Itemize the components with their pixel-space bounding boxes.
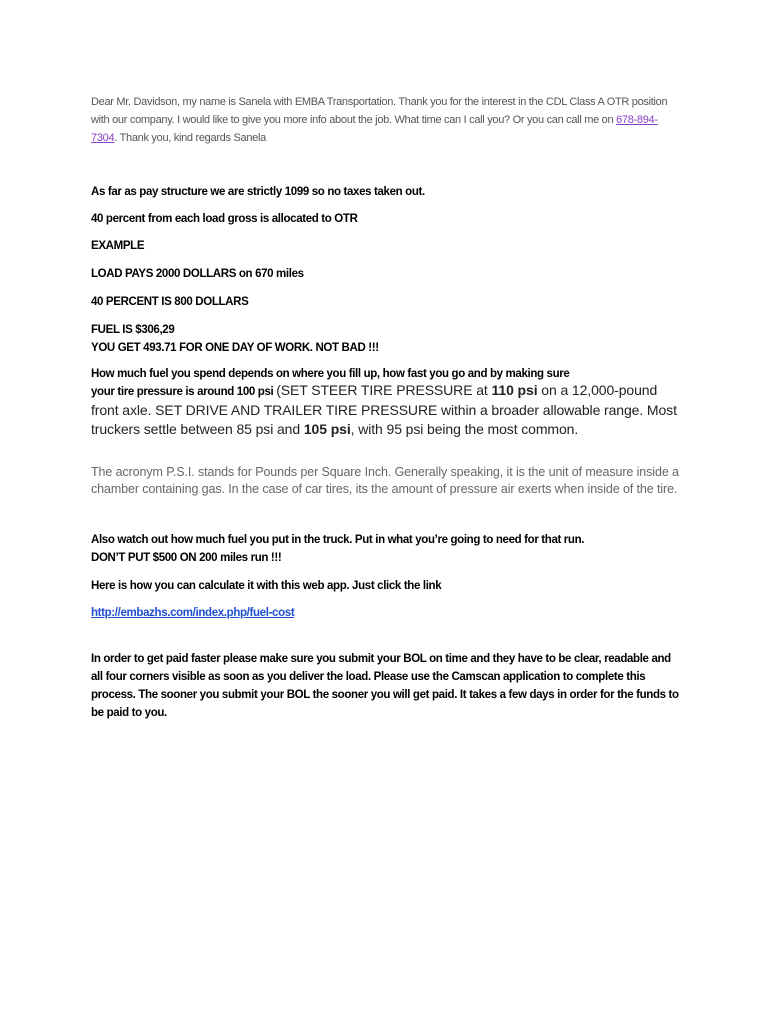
tire-period: .: [574, 421, 579, 437]
fuel-depends-continued: your tire pressure is around 100 psi: [91, 386, 277, 398]
you-get-line: YOU GET 493.71 FOR ONE DAY OF WORK. NOT BAD !!!: [91, 342, 379, 354]
percent-allocated-line: 40 percent from each load gross is allocated to OTR: [91, 213, 358, 225]
tire-text-end: , with 95 psi being the most common: [350, 421, 575, 437]
intro-paragraph: [91, 93, 681, 147]
steer-psi-value: 110 psi: [491, 382, 538, 398]
bol-paragraph: In order to get paid faster please make sure you submit your BOL on time and they have to be clear, readable and all four corners visible as soon as you deliver the load. Please use the Camscan application to complete this process. The sooner you submit your BOL the sooner you will get paid. It takes a few days in order for the funds to be paid to you.: [91, 653, 679, 719]
pay-structure-line: As far as pay structure we are strictly 1099 so no taxes taken out.: [91, 186, 425, 198]
acronym-paragraph: The acronym P.S.I. stands for Pounds per Square Inch. Generally speaking, it is the unit of measure inside a chamber containing gas. In the case of car tires, its the amount of pressure air exerts when inside of the tire.: [91, 465, 679, 496]
fuel-cost-line: FUEL IS $306,29: [91, 324, 175, 336]
fuel-depends-line: How much fuel you spend depends on where you fill up, how fast you go and by making sure: [91, 368, 570, 380]
forty-percent-line: 40 PERCENT IS 800 DOLLARS: [91, 296, 249, 308]
tire-text-start: (SET STEER TIRE PRESSURE at: [276, 382, 492, 398]
load-pays-line: LOAD PAYS 2000 DOLLARS on 670 miles: [91, 268, 304, 280]
fuel-cost-link[interactable]: http://embazhs.com/index.php/fuel-cost: [91, 607, 295, 619]
intro-text-start: Dear Mr. Davidson, my name is Sanela with EMBA Transportation. Thank you for the interest in the CDL Class A OTR position with our company. I would like to give you more info about the job. What time can I call you? Or you can call me on: [91, 96, 668, 126]
watch-fuel-line: Also watch out how much fuel you put in the truck. Put in what you’re going to need for that run.: [91, 534, 585, 546]
fuel-cost-link-line: [91, 604, 294, 622]
drive-psi-value: 105 psi: [303, 421, 351, 437]
intro-text-end: . Thank you, kind regards Sanela: [114, 132, 266, 144]
dont-put-line: DON’T PUT $500 ON 200 miles run !!!: [91, 552, 282, 564]
phone-link[interactable]: 678-894-7304: [91, 114, 658, 144]
example-heading: EXAMPLE: [91, 240, 145, 252]
tire-pressure-paragraph: [91, 381, 681, 439]
tire-text-middle: on a 12,000-pound front axle. SET DRIVE AND TRAILER TIRE PRESSURE within a broader allowable range. Most truckers settle between 85 psi and: [91, 382, 677, 437]
calculate-line: Here is how you can calculate it with this web app. Just click the link: [91, 580, 442, 592]
